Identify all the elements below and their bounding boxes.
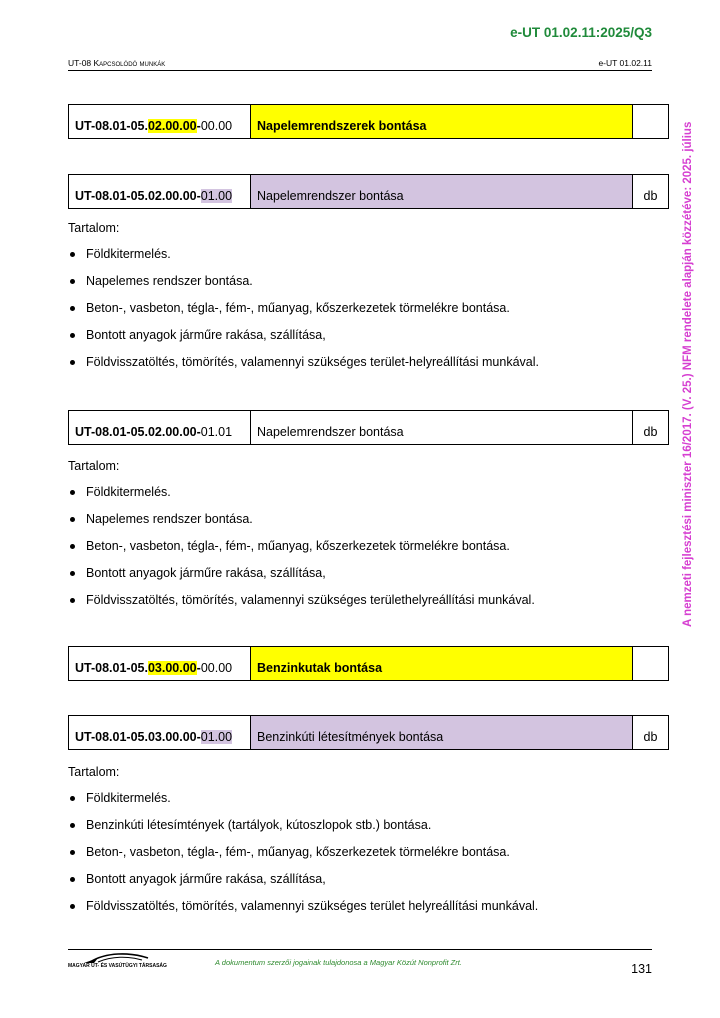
list-item: Beton-, vasbeton, tégla-, fém-, műanyag, kőszerkezetek törmelékre bontása. [68,538,648,565]
list-item: Benzinkúti létesímtények (tartályok, kútoszlopok stb.) bontása. [68,817,648,844]
logo-text: MAGYAR ÚT- ÉS VASÚTÜGYI TÁRSASÁG [68,963,167,969]
content-label: Tartalom: [68,459,120,473]
item-content [68,221,648,381]
item-code: UT-08.01-05.02.00.00-01.01 [69,411,251,445]
copyright-note: A dokumentum szerzői jogainak tulajdonosa a Magyar Közút Nonprofit Zrt. [215,958,462,967]
page-header [68,58,652,71]
sidebar-text: A nemzeti fejlesztési miniszter 16/2017. (V. 25.) NFM rendelete alapján közzétéve: 2025. július [682,121,694,627]
content-list [68,790,648,925]
content-list [68,246,648,381]
item-header-table [68,410,669,445]
content-list [68,484,648,619]
list-item: Beton-, vasbeton, tégla-, fém-, műanyag, kőszerkezetek törmelékre bontása. [68,844,648,871]
item-unit: db [633,411,669,445]
list-item: Földkitermelés. [68,246,648,273]
page-number: 131 [631,962,652,976]
list-item: Bontott anyagok járműre rakása, szállítása, [68,565,648,592]
item-header-table [68,174,669,209]
list-item: Földvisszatöltés, tömörítés, valamennyi szükséges terület-helyreállítási munkával. [68,354,648,381]
item-name: Napelemrendszer bontása [251,175,633,209]
content-label: Tartalom: [68,221,120,235]
list-item: Napelemes rendszer bontása. [68,273,648,300]
item-code: UT-08.01-05.02.00.00-01.00 [69,175,251,209]
list-item: Földvisszatöltés, tömörítés, valamennyi szükséges terület helyreállítási munkával. [68,898,648,925]
list-item: Napelemes rendszer bontása. [68,511,648,538]
list-item: Földkitermelés. [68,484,648,511]
document-code: e-UT 01.02.11:2025/Q3 [510,25,652,40]
item-unit [633,647,669,681]
item-header-table [68,715,669,750]
header-right: e-UT 01.02.11 [598,58,652,68]
item-code: UT-08.01-05.02.00.00-00.00 [69,105,251,139]
item-unit: db [633,716,669,750]
list-item: Bontott anyagok járműre rakása, szállítása, [68,871,648,898]
item-content [68,459,648,619]
list-item: Földkitermelés. [68,790,648,817]
header-left: UT-08 Kapcsolódó munkák [68,58,166,68]
item-name: Napelemrendszer bontása [251,411,633,445]
item-name: Napelemrendszerek bontása [251,105,633,139]
item-unit: db [633,175,669,209]
list-item: Beton-, vasbeton, tégla-, fém-, műanyag, kőszerkezetek törmelékre bontása. [68,300,648,327]
item-name: Benzinkutak bontása [251,647,633,681]
content-label: Tartalom: [68,765,120,779]
list-item: Földvisszatöltés, tömörítés, valamennyi szükséges területhelyreállítási munkával. [68,592,648,619]
item-content [68,765,648,925]
item-code: UT-08.01-05.03.00.00-01.00 [69,716,251,750]
item-code: UT-08.01-05.03.00.00-00.00 [69,647,251,681]
section-header-table [68,104,669,139]
item-name: Benzinkúti létesítmények bontása [251,716,633,750]
section-header-table [68,646,669,681]
item-unit [633,105,669,139]
list-item: Bontott anyagok járműre rakása, szállítása, [68,327,648,354]
